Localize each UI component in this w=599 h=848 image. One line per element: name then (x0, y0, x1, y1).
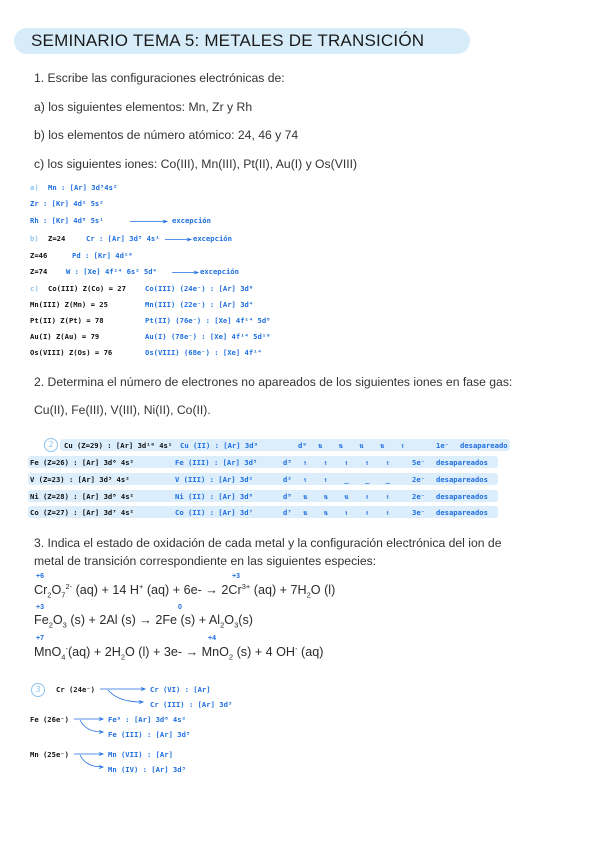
note-pd: Pd : [Kr] 4d¹⁰ (72, 251, 133, 260)
question-2-heading: 2. Determina el número de electrones no apareados de los siguientes iones en fase gas: (34, 375, 513, 389)
note-cr-exception: excepción (193, 234, 232, 243)
q3-cr-vi: Cr (VI) : [Ar] (150, 685, 211, 694)
q2-row-4-count: 2e⁻ (412, 492, 425, 501)
arrow-icon (74, 716, 106, 736)
page-title: SEMINARIO TEMA 5: METALES DE TRANSICIÓN (31, 31, 425, 50)
question-2-list: Cu(II), Fe(III), V(III), Ni(II), Co(II). (34, 403, 211, 417)
note-rh-exception: excepción (172, 216, 211, 225)
q2-row-5-orbitals: ⇅ ⇅ ↿ ↿ ↿ (303, 508, 396, 517)
q3-mn-vii: Mn (VII) : [Ar] (108, 750, 173, 759)
note-w: W : [Xe] 4f¹⁴ 6s² 5d⁴ (66, 267, 157, 276)
note-rh: Rh : [Kr] 4d⁸ 5s¹ (30, 216, 104, 225)
q2-row-1-count: 1e⁻ (436, 441, 449, 450)
note-z74: Z=74 (30, 267, 48, 276)
note-co-config: Co(III) (24e⁻) : [Ar] 3d⁶ (145, 284, 254, 293)
note-pt-config: Pt(II) (76e⁻) : [Xe] 4f¹⁴ 5d⁸ (145, 316, 271, 325)
equation-2: $Fe_2O_3$ (s) + 2Al (s) → 2Fe $(s) + Al_2O_3(s)$ (34, 613, 253, 630)
q2-row-5-d: d⁷ (283, 508, 292, 517)
equation-3: $MnO_4^-(aq) + 2H_2O$ (l) + 3e- → MnO$_2$ (s) + 4 OH- (aq) (34, 644, 324, 662)
note-mn-config: Mn(III) (22e⁻) : [Ar] 3d⁴ (145, 300, 254, 309)
q2-row-2-count: 5e⁻ (412, 458, 425, 467)
note-mn-z: Mn(III) Z(Mn) = 25 (30, 300, 108, 309)
q2-row-1-ion: Cu (II) : [Ar] 3d⁹ (180, 441, 258, 450)
answer-3-marker: 3 (31, 683, 45, 697)
note-zr: Zr : [Kr] 4d² 5s² (30, 199, 104, 208)
question-1-heading: 1. Escribe las configuraciones electrónicas de: (34, 71, 285, 85)
q2-row-1-element: Cu (Z=29) : [Ar] 3d¹⁰ 4s¹ (64, 441, 173, 450)
question-3-heading-line-1: 3. Indica el estado de oxidación de cada metal y la configuración electrónica del ion de (34, 536, 502, 550)
q3-cr-iii: Cr (III) : [Ar] 3d³ (150, 700, 233, 709)
note-z24: Z=24 (48, 234, 66, 243)
q2-row-5-ion: Co (II) : [Ar] 3d⁷ (175, 508, 253, 517)
question-3-heading-line-2: metal de transición correspondiente en las siguientes especies: (34, 554, 377, 568)
eq-1-ox-cr3: +3 (232, 573, 240, 580)
eq-3-ox-mn4: +4 (208, 635, 216, 642)
note-au-z: Au(I) Z(Au) = 79 (30, 332, 100, 341)
q2-row-3-ion: V (III) : [Ar] 3d² (175, 475, 253, 484)
q2-row-4-orbitals: ⇅ ⇅ ⇅ ↿ ↿ (303, 492, 396, 501)
note-mn: Mn : [Ar] 3d⁵4s² (48, 183, 118, 192)
q2-row-3-element: V (Z=23) : [Ar] 3d³ 4s² (30, 475, 130, 484)
q2-row-3-orbitals: ↿ ↿ _ _ _ (303, 475, 396, 484)
q2-row-1-d: d⁹ (298, 441, 307, 450)
note-os-z: Os(VIII) Z(Os) = 76 (30, 348, 113, 357)
note-w-exception: excepción (200, 267, 239, 276)
eq-2-ox-fe: +3 (36, 604, 44, 611)
arrow-icon (172, 271, 202, 275)
q2-row-2-orbitals: ↿ ↿ ↿ ↿ ↿ (303, 458, 396, 467)
q2-row-5-count: 3e⁻ (412, 508, 425, 517)
arrow-icon (74, 751, 106, 771)
question-1-c: c) los siguientes iones: Co(III), Mn(III), Pt(II), Au(I) y Os(VIII) (34, 157, 358, 171)
q2-row-1-orbitals: ⇅ ⇅ ⇅ ⇅ ↿ (318, 441, 411, 450)
q3-mn-iv: Mn (IV) : [Ar] 3d³ (108, 765, 186, 774)
arrow-icon (100, 686, 150, 706)
arrow-icon (130, 220, 170, 224)
note-au-config: Au(I) (78e⁻) : [Xe] 4f¹⁴ 5d¹⁰ (145, 332, 271, 341)
eq-1-ox-cr: +6 (36, 573, 44, 580)
q2-row-4-element: Ni (Z=28) : [Ar] 3d⁸ 4s² (30, 492, 134, 501)
note-label-c: c) (30, 284, 39, 293)
q3-fe-0: Fe⁰ : [Ar] 3d⁶ 4s² (108, 715, 186, 724)
q2-row-5-label: desapareados (436, 508, 488, 517)
q2-row-3-label: desapareados (436, 475, 488, 484)
answer-2-marker: 2 (44, 438, 58, 452)
question-1-a: a) los siguientes elementos: Mn, Zr y Rh (34, 100, 253, 114)
note-label-a: a) (30, 183, 39, 192)
q2-row-2-element: Fe (Z=26) : [Ar] 3d⁶ 4s² (30, 458, 134, 467)
note-label-b: b) (30, 234, 39, 243)
note-z46: Z=46 (30, 251, 48, 260)
eq-2-ox-fe0: 0 (178, 604, 182, 611)
q3-fe: Fe (26e⁻) (30, 715, 69, 724)
note-os-config: Os(VIII) (68e⁻) : [Xe] 4f¹⁴ (145, 348, 262, 357)
question-1-b: b) los elementos de número atómico: 24, 46 y 74 (34, 128, 299, 142)
q2-row-2-label: desapareados (436, 458, 488, 467)
note-cr: Cr : [Ar] 3d⁵ 4s¹ (86, 234, 160, 243)
q2-row-3-count: 2e⁻ (412, 475, 425, 484)
q3-mn: Mn (25e⁻) (30, 750, 69, 759)
q2-row-1-label: desapareado (460, 441, 508, 450)
note-pt-z: Pt(II) Z(Pt) = 78 (30, 316, 104, 325)
q2-row-4-d: d⁸ (283, 492, 292, 501)
q2-row-2-ion: Fe (III) : [Ar] 3d⁵ (175, 458, 258, 467)
q2-row-5-element: Co (Z=27) : [Ar] 3d⁷ 4s² (30, 508, 134, 517)
q2-row-2-d: d⁵ (283, 458, 292, 467)
equation-1: $Cr_2O_7^{2-}$ (aq) + 14 H+ $(aq) + 6e- \to 2Cr^{3+}$ $(aq) + 7H_2O$ (l) (34, 582, 336, 600)
note-co-z: Co(III) Z(Co) = 27 (48, 284, 126, 293)
arrow-icon (165, 238, 195, 242)
eq-3-ox-mn: +7 (36, 635, 44, 642)
q3-cr: Cr (24e⁻) (56, 685, 95, 694)
q2-row-4-label: desapareados (436, 492, 488, 501)
q2-row-4-ion: Ni (II) : [Ar] 3d⁸ (175, 492, 253, 501)
q3-fe-iii: Fe (III) : [Ar] 3d⁵ (108, 730, 191, 739)
q2-row-3-d: d² (283, 475, 292, 484)
